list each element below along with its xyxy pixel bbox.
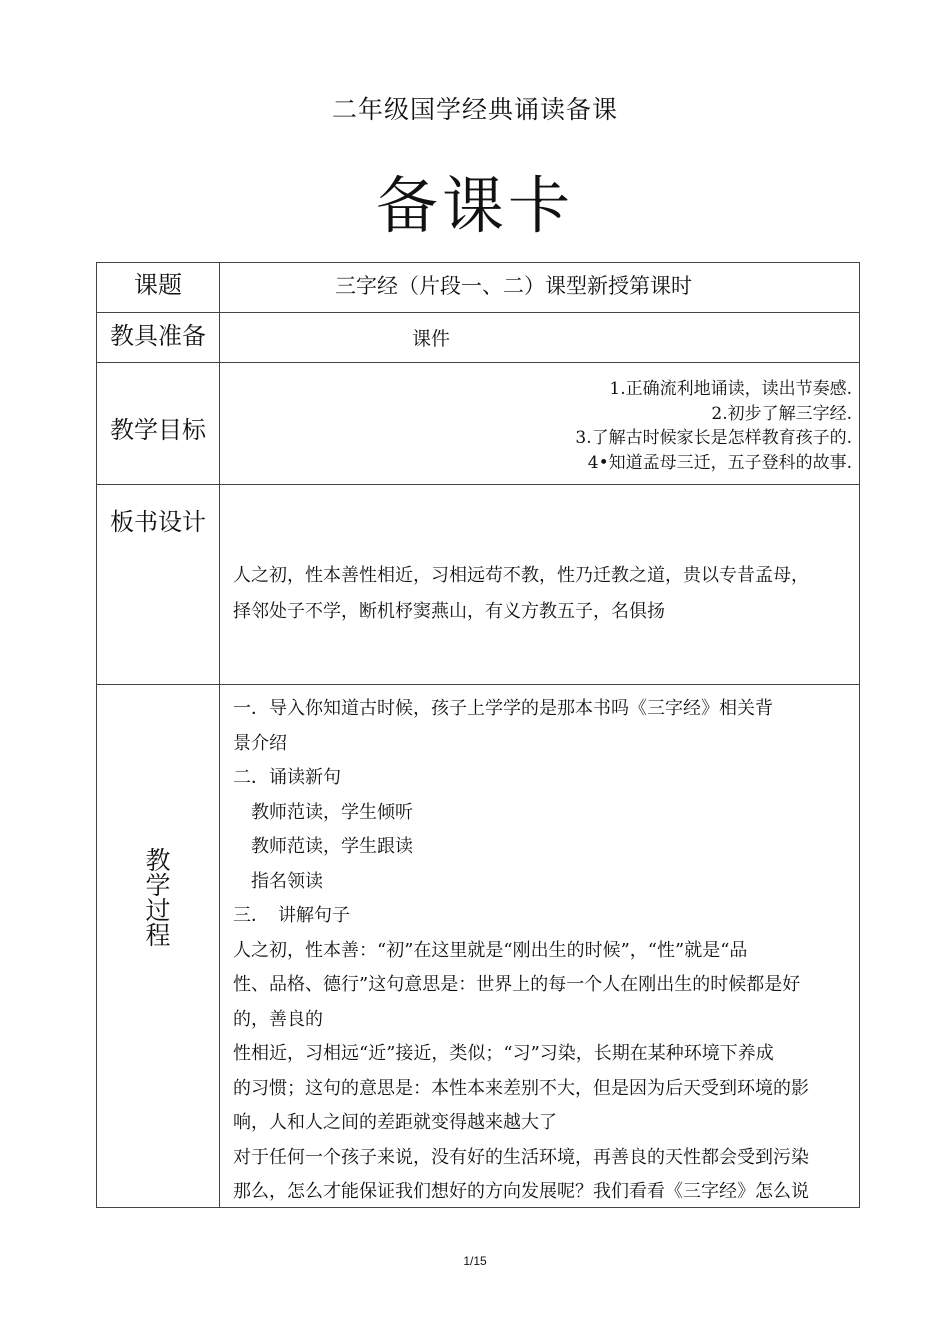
process-label-char: 过: [145, 896, 171, 925]
process-label-char: 程: [145, 921, 171, 950]
topic-label: 课题: [134, 271, 182, 299]
process-label: [97, 848, 219, 948]
page-number: 1/15: [463, 1254, 487, 1268]
process-line: 的，善良的: [233, 1008, 323, 1030]
table-row-divider: [96, 312, 860, 313]
process-line: 的习惯；这句的意思是：本性本来差别不大，但是因为后天受到环境的影: [233, 1077, 809, 1099]
process-line: 景介绍: [233, 732, 287, 754]
board-content: [233, 558, 848, 630]
document-subtitle: 二年级国学经典诵读备课: [331, 95, 618, 124]
table-border-top: [96, 262, 860, 263]
tools-label: 教具准备: [110, 322, 206, 350]
goal-item: 1.正确流利地诵读，读出节奏感.: [609, 379, 852, 399]
table-row-divider: [96, 484, 860, 485]
goal-item: 2.初步了解三字经.: [711, 403, 852, 424]
process-label-char: 教: [145, 846, 171, 875]
process-content: [233, 692, 853, 1210]
process-line: 人之初，性本善：“初”在这里就是“刚出生的时候”，“性”就是“品: [233, 939, 748, 961]
goals-list: [575, 377, 852, 475]
table-row-divider: [96, 684, 860, 685]
process-line: 性相近，习相远“近”接近，类似；“习”习染，长期在某种环境下养成: [233, 1043, 774, 1064]
table-column-divider: [219, 262, 220, 1208]
process-line: 指名领读: [233, 870, 323, 892]
goals-label: 教学目标: [110, 416, 206, 444]
process-line: 二．诵读新句: [233, 767, 341, 788]
process-line: 性、品格、德行”这句意思是：世界上的每一个人在刚出生的时候都是好: [233, 974, 801, 995]
board-label: 板书设计: [110, 508, 206, 536]
board-line: 人之初，性本善性相近，习相远苟不教，性乃迁教之道，贵以专昔孟母，: [233, 565, 809, 586]
document-title: 备课卡: [375, 169, 574, 242]
process-line: 教师范读，学生倾听: [233, 801, 413, 823]
process-line: 对于任何一个孩子来说，没有好的生活环境，再善良的天性都会受到污染: [233, 1146, 809, 1168]
tools-value: 课件: [412, 328, 451, 350]
table-row-divider: [96, 362, 860, 363]
board-line: 择邻处子不学，断机杼窦燕山，有义方教五子，名俱扬: [233, 601, 665, 622]
process-line: 响，人和人之间的差距就变得越来越大了: [233, 1112, 557, 1133]
goal-item: 4•知道孟母三迁，五子登科的故事.: [587, 452, 852, 473]
goal-item: 3.了解古时候家长是怎样教育孩子的.: [575, 428, 852, 448]
process-line: 一．导入你知道古时候，孩子上学学的是那本书吗《三字经》相关背: [233, 698, 773, 719]
process-label-char: 学: [145, 871, 171, 900]
process-line: 三． 讲解句子: [233, 905, 350, 926]
process-line: 教师范读，学生跟读: [233, 836, 413, 857]
process-line: 那么，怎么才能保证我们想好的方向发展呢？我们看看《三字经》怎么说: [233, 1181, 809, 1202]
topic-value: 三字经（片段一、二）课型新授第课时: [335, 274, 692, 298]
table-border-right: [859, 262, 860, 1208]
table-border-left: [96, 262, 97, 1208]
